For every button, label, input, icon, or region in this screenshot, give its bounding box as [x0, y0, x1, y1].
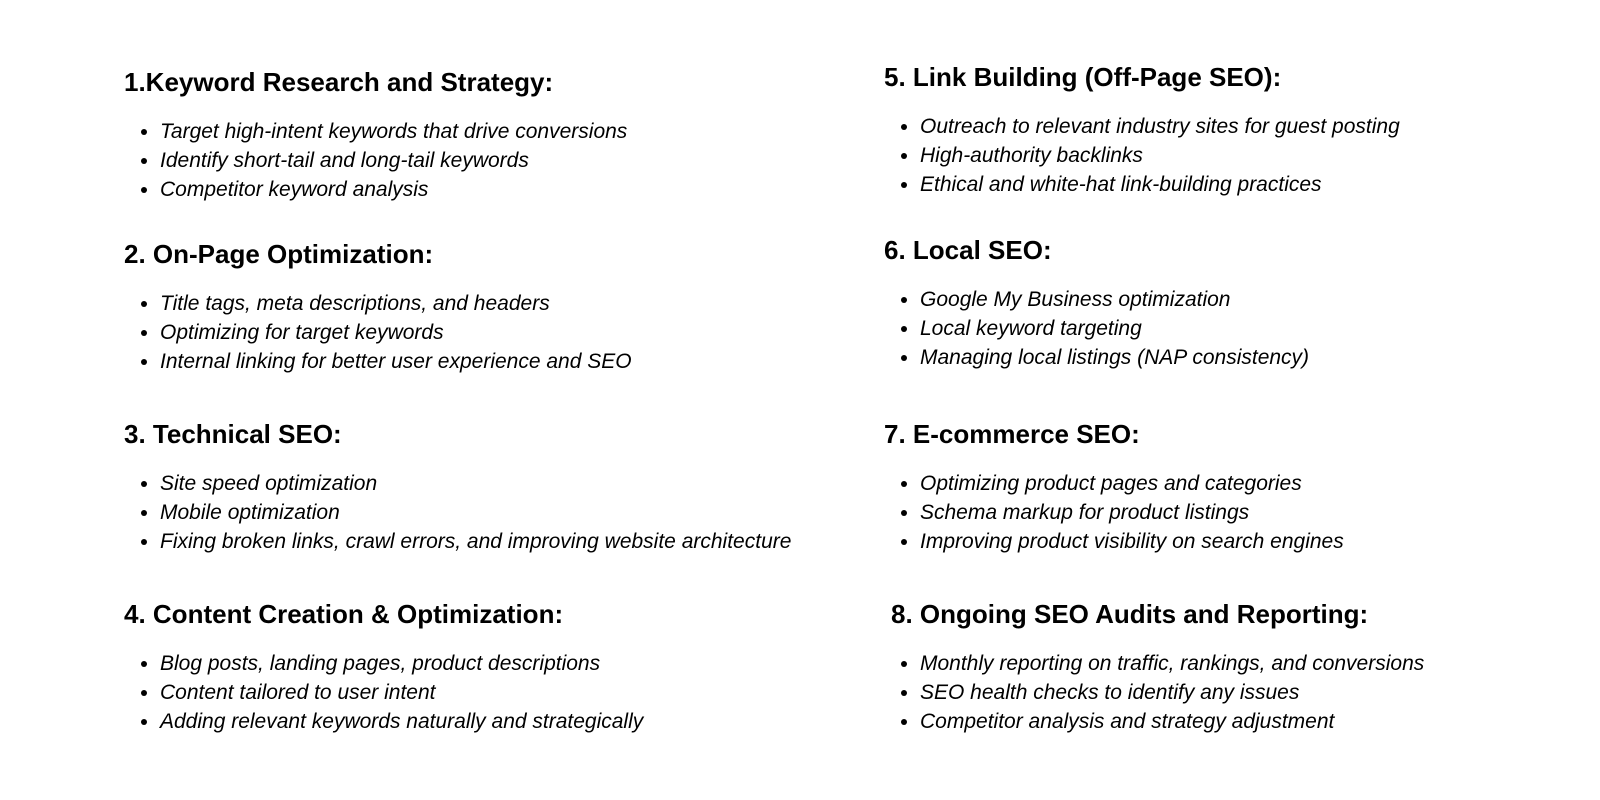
- bullet-icon: [141, 187, 147, 193]
- list-item: [884, 141, 1600, 170]
- section-link-building: [884, 61, 1600, 199]
- bullet-icon: [141, 301, 147, 307]
- list-item-text: Identify short-tail and long-tail keywords: [160, 149, 529, 172]
- list-item-text: Blog posts, landing pages, product descriptions: [160, 652, 601, 675]
- section-heading: 5. Link Building (Off-Page SEO):: [884, 62, 1282, 92]
- list-item: [884, 527, 1600, 556]
- list-item-text: Local keyword targeting: [920, 317, 1142, 340]
- section-heading: 7. E-commerce SEO:: [884, 419, 1140, 449]
- bullet-icon: [141, 481, 147, 487]
- list-item-text: Target high-intent keywords that drive conversions: [160, 120, 628, 143]
- list-item-text: Competitor analysis and strategy adjustment: [920, 710, 1335, 733]
- section-ecommerce-seo: [884, 418, 1600, 556]
- bullet-list: [124, 117, 844, 204]
- bullet-icon: [141, 690, 147, 696]
- bullet-icon: [141, 539, 147, 545]
- list-item: [884, 498, 1600, 527]
- list-item-text: Google My Business optimization: [920, 288, 1231, 311]
- list-item: [884, 469, 1600, 498]
- section-heading: 8. Ongoing SEO Audits and Reporting:: [891, 599, 1369, 629]
- section-heading: 6. Local SEO:: [884, 235, 1052, 265]
- list-item-text: Competitor keyword analysis: [160, 178, 429, 201]
- bullet-icon: [901, 355, 907, 361]
- list-item-text: Adding relevant keywords naturally and strategically: [160, 710, 644, 733]
- section-heading: 2. On-Page Optimization:: [124, 239, 434, 269]
- list-item-text: SEO health checks to identify any issues: [920, 681, 1300, 704]
- bullet-icon: [141, 158, 147, 164]
- list-item: [124, 527, 844, 556]
- list-item-text: Managing local listings (NAP consistency): [920, 346, 1310, 369]
- section-on-page-optimization: [124, 238, 844, 376]
- list-item: [124, 146, 844, 175]
- section-heading: 3. Technical SEO:: [124, 419, 342, 449]
- list-item: [884, 285, 1600, 314]
- list-item-text: Site speed optimization: [160, 472, 378, 495]
- bullet-icon: [901, 661, 907, 667]
- bullet-list: [124, 649, 844, 736]
- list-item: [124, 289, 844, 318]
- section-technical-seo: [124, 418, 844, 556]
- list-item-text: Optimizing for target keywords: [160, 321, 444, 344]
- list-item: [124, 707, 844, 736]
- list-item: [124, 318, 844, 347]
- list-item: [884, 678, 1600, 707]
- bullet-icon: [901, 326, 907, 332]
- list-item: [124, 498, 844, 527]
- bullet-icon: [141, 719, 147, 725]
- list-item-text: Internal linking for better user experience and SEO: [160, 350, 632, 373]
- section-content-creation: [124, 598, 844, 736]
- bullet-icon: [901, 481, 907, 487]
- bullet-list: [884, 649, 1600, 736]
- list-item: [884, 343, 1600, 372]
- list-item: [884, 112, 1600, 141]
- list-item-text: Improving product visibility on search engines: [920, 530, 1344, 553]
- bullet-icon: [901, 719, 907, 725]
- list-item-text: Schema markup for product listings: [920, 501, 1250, 524]
- bullet-icon: [901, 510, 907, 516]
- list-item-text: Optimizing product pages and categories: [920, 472, 1302, 495]
- list-item-text: Content tailored to user intent: [160, 681, 436, 704]
- section-heading: 4. Content Creation & Optimization:: [124, 599, 564, 629]
- bullet-list: [124, 289, 844, 376]
- section-keyword-research: [124, 66, 844, 204]
- bullet-icon: [141, 330, 147, 336]
- bullet-icon: [901, 539, 907, 545]
- bullet-icon: [901, 690, 907, 696]
- list-item: [124, 678, 844, 707]
- bullet-icon: [141, 359, 147, 365]
- bullet-icon: [901, 297, 907, 303]
- list-item: [884, 170, 1600, 199]
- list-item-text: High-authority backlinks: [920, 144, 1143, 167]
- bullet-icon: [141, 129, 147, 135]
- bullet-icon: [901, 153, 907, 159]
- list-item: [124, 649, 844, 678]
- list-item: [884, 649, 1600, 678]
- list-item-text: Fixing broken links, crawl errors, and improving website architecture: [160, 530, 792, 553]
- list-item-text: Title tags, meta descriptions, and headers: [160, 292, 550, 315]
- bullet-icon: [901, 182, 907, 188]
- list-item: [124, 469, 844, 498]
- section-heading: 1.Keyword Research and Strategy:: [124, 67, 554, 97]
- list-item: [124, 117, 844, 146]
- bullet-list: [884, 469, 1600, 556]
- bullet-icon: [141, 510, 147, 516]
- list-item: [884, 707, 1600, 736]
- bullet-list: [884, 285, 1600, 372]
- bullet-list: [884, 112, 1600, 199]
- list-item-text: Mobile optimization: [160, 501, 340, 524]
- bullet-icon: [141, 661, 147, 667]
- section-seo-audits-reporting: [891, 598, 1600, 736]
- bullet-list: [124, 469, 844, 556]
- list-item-text: Ethical and white-hat link-building practices: [920, 173, 1322, 196]
- list-item: [124, 175, 844, 204]
- list-item: [124, 347, 844, 376]
- list-item-text: Monthly reporting on traffic, rankings, and conversions: [920, 652, 1425, 675]
- bullet-icon: [901, 124, 907, 130]
- list-item-text: Outreach to relevant industry sites for guest posting: [920, 115, 1400, 138]
- list-item: [884, 314, 1600, 343]
- section-local-seo: [884, 234, 1600, 372]
